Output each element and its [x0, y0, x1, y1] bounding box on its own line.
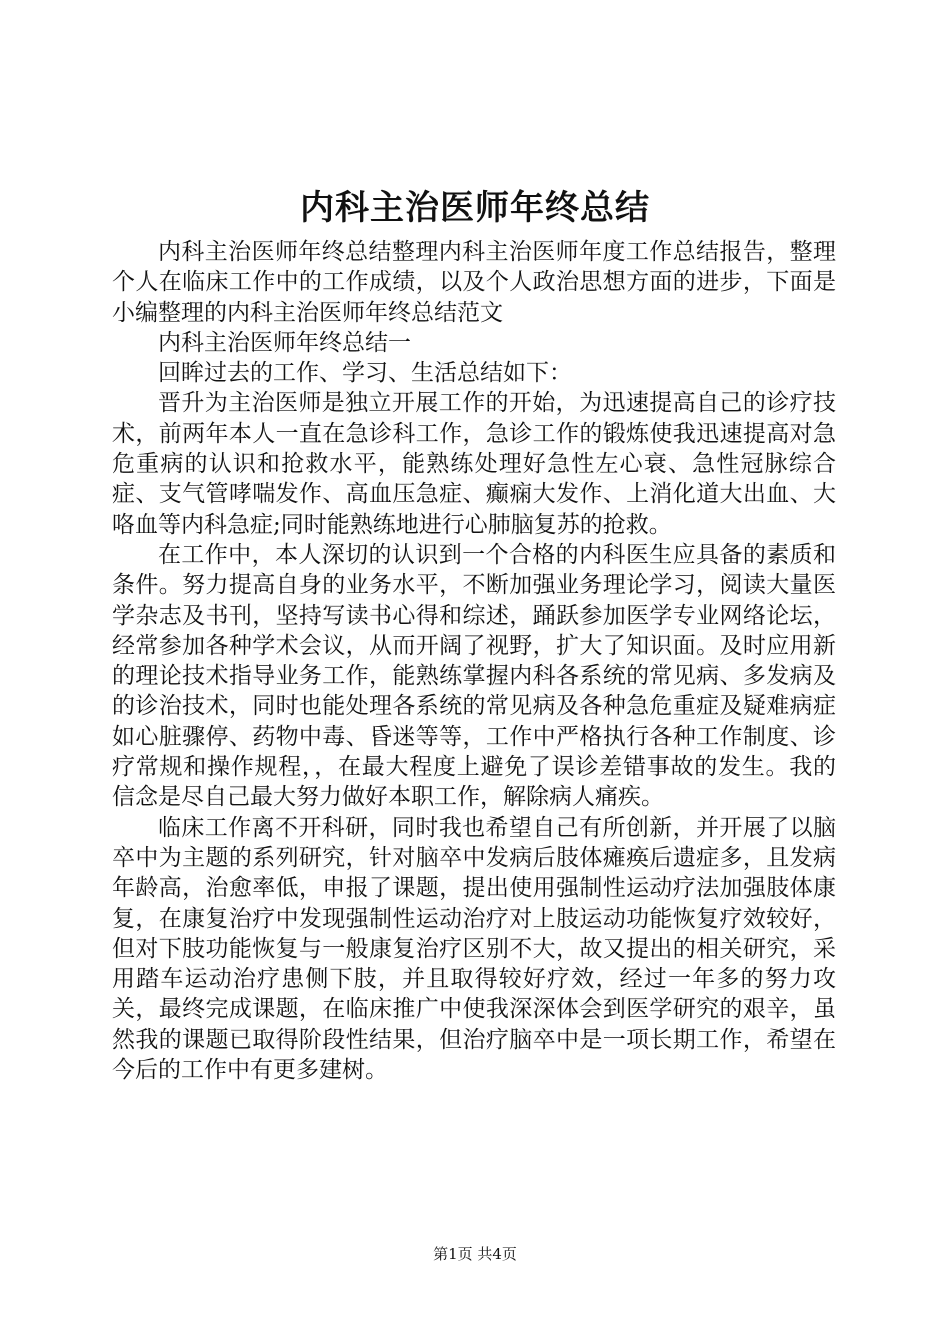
paragraph-research: 临床工作离不开科研，同时我也希望自己有所创新，并开展了以脑卒中为主题的系列研究，针对脑卒中发病后肢体瘫痪后遗症多，且发病年龄高，治愈率低，申报了课题，提出使用强制性运动疗法加强肢体康复，在康复治疗中发现强制性运动治疗对上肢运动功能恢复疗效较好，但对下肢功能恢复与一般康复治疗区别不大，故又提出的相关研究，采用踏车运动治疗患侧下肢，并且取得较好疗效，经过一年多的努力攻关，最终完成课题，在临床推广中使我深深体会到医学研究的艰辛，虽然我的课题已取得阶段性结果，但治疗脑卒中是一项长期工作，希望在今后的工作中有更多建树。	[112, 814, 836, 1084]
paragraph-promotion: 晋升为主治医师是独立开展工作的开始，为迅速提高自己的诊疗技术，前两年本人一直在急诊科工作，急诊工作的锻炼使我迅速提高对急危重病的认识和抢救水平，能熟练处理好急性左心衰、急性冠脉综合症、支气管哮喘发作、高血压急症、癫痫大发作、上消化道大出血、大咯血等内科急症;同时能熟练地进行心肺脑复苏的抢救。	[112, 390, 836, 538]
document-title: 内科主治医师年终总结	[300, 188, 650, 228]
document-body	[112, 237, 836, 1085]
paragraph-lead: 回眸过去的工作、学习、生活总结如下：	[158, 360, 572, 387]
paragraph-work: 在工作中，本人深切的认识到一个合格的内科医生应具备的素质和条件。努力提高自身的业务水平，不断加强业务理论学习，阅读大量医学杂志及书刊，坚持写读书心得和综述，踊跃参加医学专业网络论坛，经常参加各种学术会议，从而开阔了视野，扩大了知识面。及时应用新的理论技术指导业务工作，能熟练掌握内科各系统的常见病、多发病及的诊治技术，同时也能处理各系统的常见病及各种急危重症及疑难病症如心脏骤停、药物中毒、昏迷等等，工作中严格执行各种工作制度、诊疗常规和操作规程，，在最大程度上避免了误诊差错事故的发生。我的信念是尽自己最大努力做好本职工作，解除病人痛疾。	[112, 541, 836, 811]
paragraph-intro: 内科主治医师年终总结整理内科主治医师年度工作总结报告，整理个人在临床工作中的工作成绩，以及个人政治思想方面的进步，下面是小编整理的内科主治医师年终总结范文	[112, 239, 836, 326]
paragraph-section-heading: 内科主治医师年终总结一	[158, 329, 411, 356]
page-footer: 第1页 共4页	[433, 1245, 517, 1263]
